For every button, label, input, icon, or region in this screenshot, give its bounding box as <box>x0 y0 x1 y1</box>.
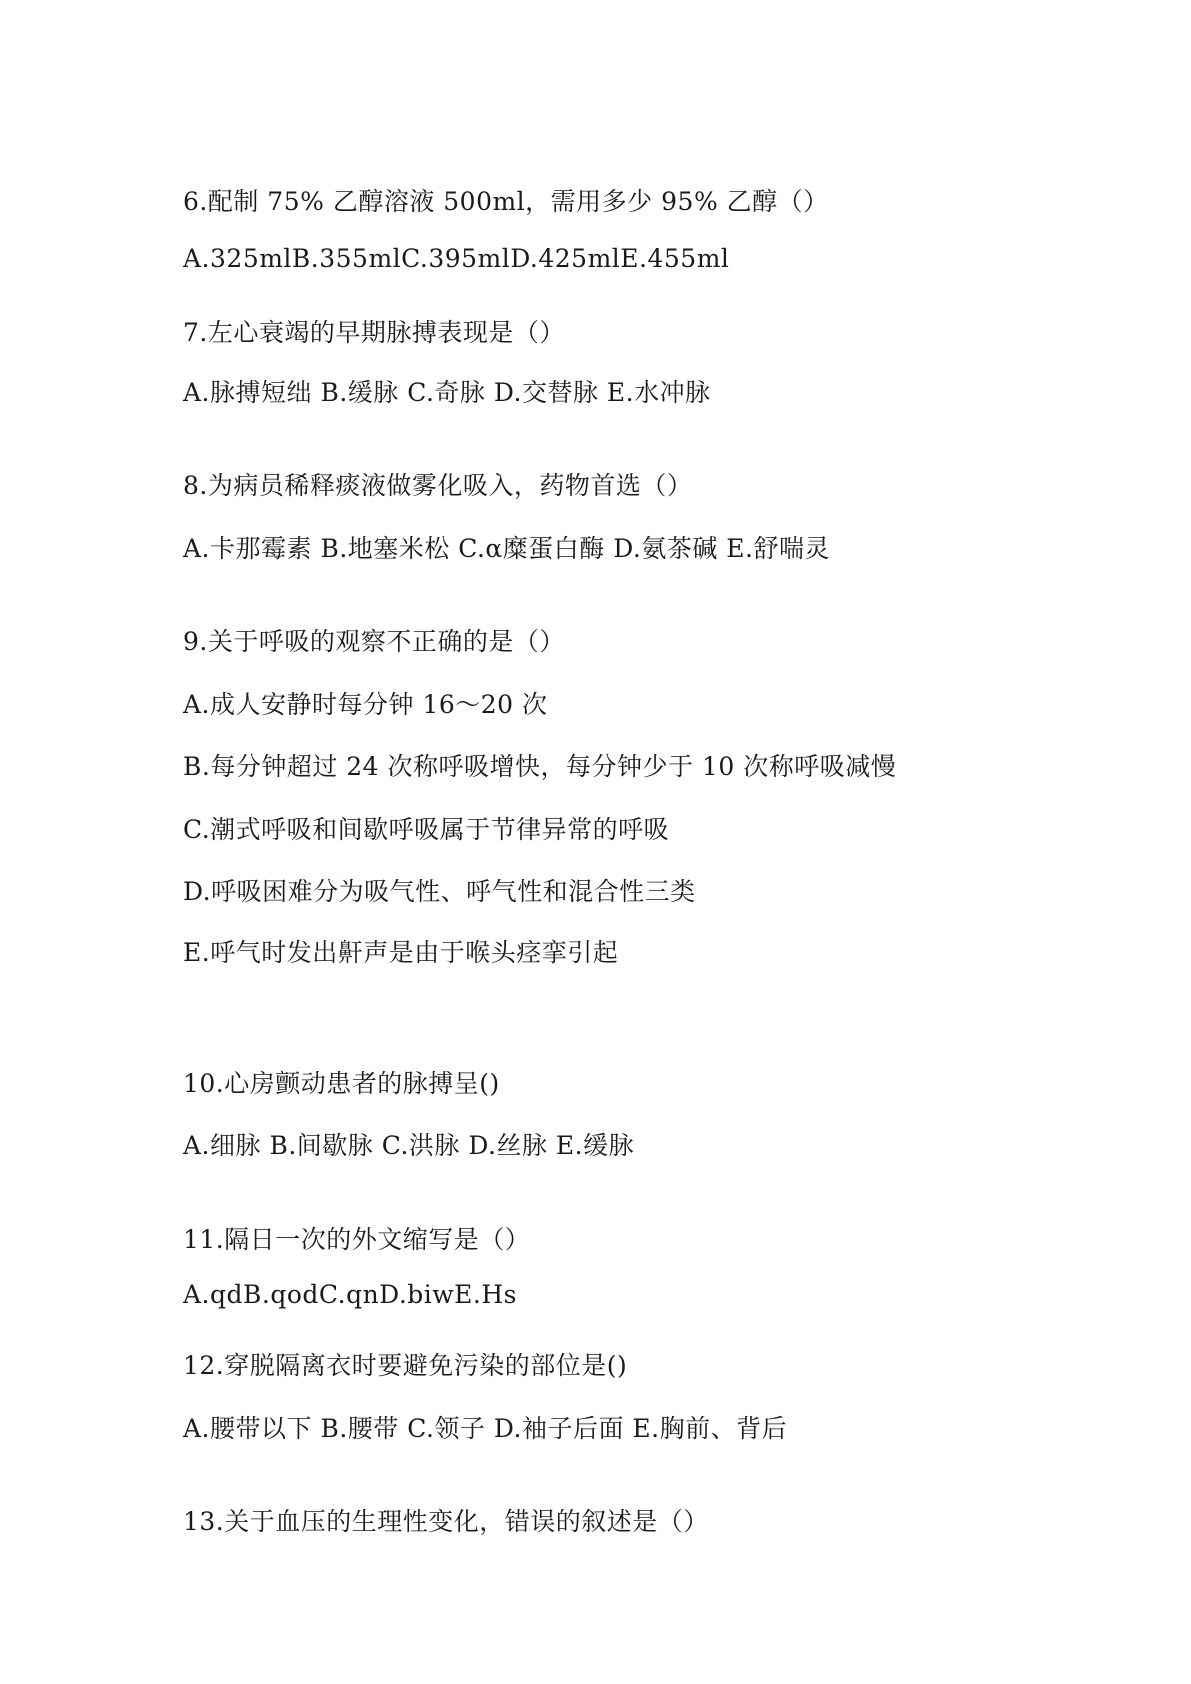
question-9-stem: 9.关于呼吸的观察不正确的是（） <box>183 627 565 656</box>
question-10-stem: 10.心房颤动患者的脉搏呈() <box>183 1069 500 1098</box>
question-7-stem: 7.左心衰竭的早期脉搏表现是（） <box>183 318 565 347</box>
question-8-options: A.卡那霉素 B.地塞米松 C.α糜蛋白酶 D.氨茶碱 E.舒喘灵 <box>183 534 830 563</box>
question-12-options: A.腰带以下 B.腰带 C.领子 D.袖子后面 E.胸前、背后 <box>183 1414 788 1443</box>
question-11-stem: 11.隔日一次的外文缩写是（） <box>183 1225 531 1254</box>
question-13-stem: 13.关于血压的生理性变化，错误的叙述是（） <box>183 1507 709 1536</box>
question-9-option-b: B.每分钟超过 24 次称呼吸增快，每分钟少于 10 次称呼吸减慢 <box>183 752 897 781</box>
question-7-options: A.脉搏短绌 B.缓脉 C.奇脉 D.交替脉 E.水冲脉 <box>183 378 711 407</box>
question-9-option-d: D.呼吸困难分为吸气性、呼气性和混合性三类 <box>183 877 696 906</box>
question-9-option-e: E.呼气时发出鼾声是由于喉头痉挛引起 <box>183 938 619 967</box>
question-8-stem: 8.为病员稀释痰液做雾化吸入，药物首选（） <box>183 471 693 500</box>
question-11-options: A.qdB.qodC.qnD.biwE.Hs <box>183 1280 517 1309</box>
question-10-options: A.细脉 B.间歇脉 C.洪脉 D.丝脉 E.缓脉 <box>183 1131 635 1160</box>
question-6-stem: 6.配制 75% 乙醇溶液 500ml，需用多少 95% 乙醇（） <box>183 187 829 216</box>
question-9-option-a: A.成人安静时每分钟 16～20 次 <box>183 690 548 719</box>
question-6-options: A.325mlB.355mlC.395mlD.425mlE.455ml <box>183 244 730 273</box>
question-9-option-c: C.潮式呼吸和间歇呼吸属于节律异常的呼吸 <box>183 815 670 844</box>
question-12-stem: 12.穿脱隔离衣时要避免污染的部位是() <box>183 1351 628 1380</box>
